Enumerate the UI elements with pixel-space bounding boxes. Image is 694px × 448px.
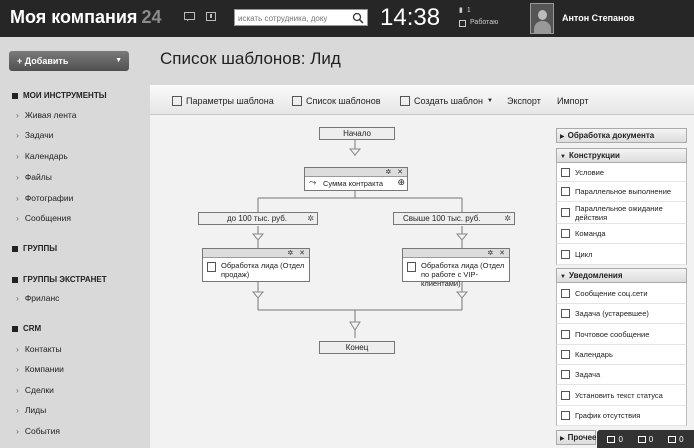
chevron-down-icon: ▼ [560,154,566,160]
group-other[interactable] [556,430,596,445]
template-list-button[interactable] [292,96,381,106]
add-button[interactable] [9,51,129,71]
count: 0 [679,434,684,444]
notifications-counter[interactable] [638,435,653,444]
branch-label: до 100 тыс. руб. [227,214,288,223]
item-label: Сообщение соц.сети [575,288,648,298]
activity-controls[interactable]: ✲ ✕ [487,250,507,257]
status-label: Работаю [470,19,499,26]
document-icon [172,96,182,106]
gear-icon[interactable]: ✲ [504,214,511,223]
sidebar-item-messages[interactable]: › Сообщения [16,213,71,223]
search-input[interactable] [238,12,346,24]
left-sidebar [0,37,140,448]
group-title: Прочее [567,433,597,442]
person-icon [668,436,676,443]
library-item[interactable] [556,385,687,406]
requests-counter[interactable] [668,435,683,444]
sidebar-item-files[interactable]: › Файлы [16,172,52,182]
import-button[interactable]: Импорт [557,96,589,106]
messages-counter[interactable] [607,435,622,444]
item-label: Условие [575,167,604,177]
mail-icon [561,330,570,339]
plus-icon[interactable]: ⊕ [397,177,405,187]
group-doc-processing[interactable] [556,128,687,143]
task-icon [407,262,416,272]
button-label: Параметры шаблона [186,96,274,106]
item-label: Параллельное ожидание действия [575,203,663,222]
activity-left[interactable] [202,248,310,282]
work-status[interactable] [459,5,498,29]
group-notifications[interactable] [556,268,687,283]
section-title: CRM [23,324,42,333]
bookmark-icon [12,93,18,99]
library-item[interactable] [556,345,687,365]
chat-icon[interactable] [183,12,195,24]
branch-left[interactable] [198,212,318,225]
activity-title: Обработка лида (Отдел продаж) [221,261,305,279]
group-title: Конструкции [568,151,620,160]
sidebar-item-contacts[interactable]: › Контакты [16,344,62,354]
chevron-down-icon: ▼ [115,57,122,64]
library-item[interactable] [556,182,687,202]
notification-icon [638,436,646,443]
section-groups[interactable] [12,244,57,253]
group-title: Обработка документа [567,131,655,140]
chevron-right-icon: ▶ [560,134,565,140]
task-icon [561,309,570,318]
item-label: Задача (устаревшее) [575,309,649,318]
page-title: Список шаблонов: Лид [160,49,341,68]
item-label: Параллельное выполнение [575,187,672,196]
list-icon [292,96,302,106]
notifications-icon[interactable] [205,12,217,24]
sidebar-item-freelance[interactable]: › Фриланс [16,293,59,303]
absence-chart-icon [561,411,570,420]
social-message-icon [561,289,570,298]
section-extranet[interactable] [12,275,107,284]
item-label: Календарь [575,350,613,359]
library-item[interactable] [556,202,687,224]
sidebar-item-calendar[interactable]: › Календарь [16,151,68,161]
condition-title: Сумма контракта [323,179,383,188]
item-label: Установить текст статуса [575,390,663,400]
group-constructions[interactable] [556,148,687,163]
section-title: ГРУППЫ ЭКСТРАНЕТ [23,275,107,284]
create-template-button[interactable] [400,96,493,106]
item-label: Цикл [575,249,593,259]
button-label: Список шаблонов [306,96,381,106]
parallel-wait-icon [561,208,570,217]
button-label: Создать шаблон [414,96,484,106]
user-name[interactable]: Антон Степанов [562,13,635,23]
task-icon [207,262,216,272]
template-params-button[interactable] [172,96,274,106]
condition-activity[interactable] [304,167,408,191]
avatar[interactable] [530,3,554,34]
search-icon[interactable] [352,12,364,24]
library-item[interactable] [556,283,687,304]
parallel-icon [561,187,570,196]
activity-title: Обработка лида (Отдел по работе с VIP-клиентами) [421,261,505,288]
clock[interactable]: 14:38 [380,4,441,31]
chevron-down-icon: ▼ [560,274,566,280]
library-item[interactable] [556,244,687,265]
company-logo[interactable] [10,7,161,28]
library-item[interactable] [556,406,687,426]
condition-icon: ⤳ [309,177,317,187]
activity-right[interactable] [402,248,510,288]
top-bar [0,0,694,37]
company-number: 24 [141,7,162,27]
branch-right[interactable] [393,212,515,225]
tasks-count: 1 [466,7,471,14]
sidebar-item-leads[interactable]: › Лиды [16,405,46,415]
extranet-icon [12,277,18,283]
section-title: МОИ ИНСТРУМЕНТЫ [23,91,107,100]
check-icon [561,391,570,400]
sidebar-item-tasks[interactable]: › Задачи [16,130,53,140]
chevron-right-icon: ▶ [560,436,565,442]
item-label: Почтовое сообщение [575,329,650,339]
chevron-down-icon: ▼ [487,98,493,104]
new-document-icon [400,96,410,106]
workflow-canvas[interactable] [150,116,550,448]
calendar-icon [561,350,570,359]
library-item[interactable] [556,365,687,385]
sidebar-item-events[interactable]: › События [16,426,60,436]
sidebar-item-companies[interactable]: › Компании [16,364,64,374]
activity-controls[interactable]: ✲ ✕ [287,250,307,257]
flag-icon: ▮ [459,7,463,14]
library-item[interactable] [556,224,687,244]
section-my-tools[interactable] [12,91,107,100]
activity-header[interactable] [203,249,309,258]
gear-icon[interactable]: ✲ [307,214,314,223]
activity-header[interactable] [403,249,509,258]
end-node[interactable]: Конец [319,341,395,354]
crm-icon [12,326,18,332]
status-icon [459,20,466,27]
task-icon [561,370,570,379]
start-node[interactable]: Начало [319,127,395,140]
sidebar-item-feed[interactable]: › Живая лента [16,110,76,120]
item-label: Команда [575,229,606,238]
library-item[interactable] [556,304,687,324]
toolbar [150,85,694,115]
item-label: График отсутствия [575,411,641,420]
add-button-label: + Добавить [17,56,69,66]
command-icon [561,229,570,238]
condition-icon [561,168,570,177]
group-title: Уведомления [568,271,623,280]
branch-label: Свыше 100 тыс. руб. [403,214,481,223]
loop-icon [561,250,570,259]
company-name: Моя компания [10,7,138,27]
count: 0 [648,434,654,444]
section-crm[interactable] [12,324,41,333]
library-item[interactable] [556,163,687,182]
bottom-bar [597,430,694,448]
activity-header[interactable] [305,168,407,177]
library-item[interactable] [556,324,687,345]
item-label: Задача [575,370,601,379]
export-button[interactable]: Экспорт [507,96,541,106]
sidebar-item-deals[interactable]: › Сделки [16,385,54,395]
count: 0 [618,434,623,444]
search-box[interactable] [234,9,368,26]
sidebar-item-photos[interactable]: › Фотографии [16,193,73,203]
activity-controls[interactable]: ✲ ✕ [385,169,405,176]
section-title: ГРУППЫ [23,244,58,253]
groups-icon [12,246,18,252]
activity-library [556,128,687,448]
message-icon [607,436,615,443]
